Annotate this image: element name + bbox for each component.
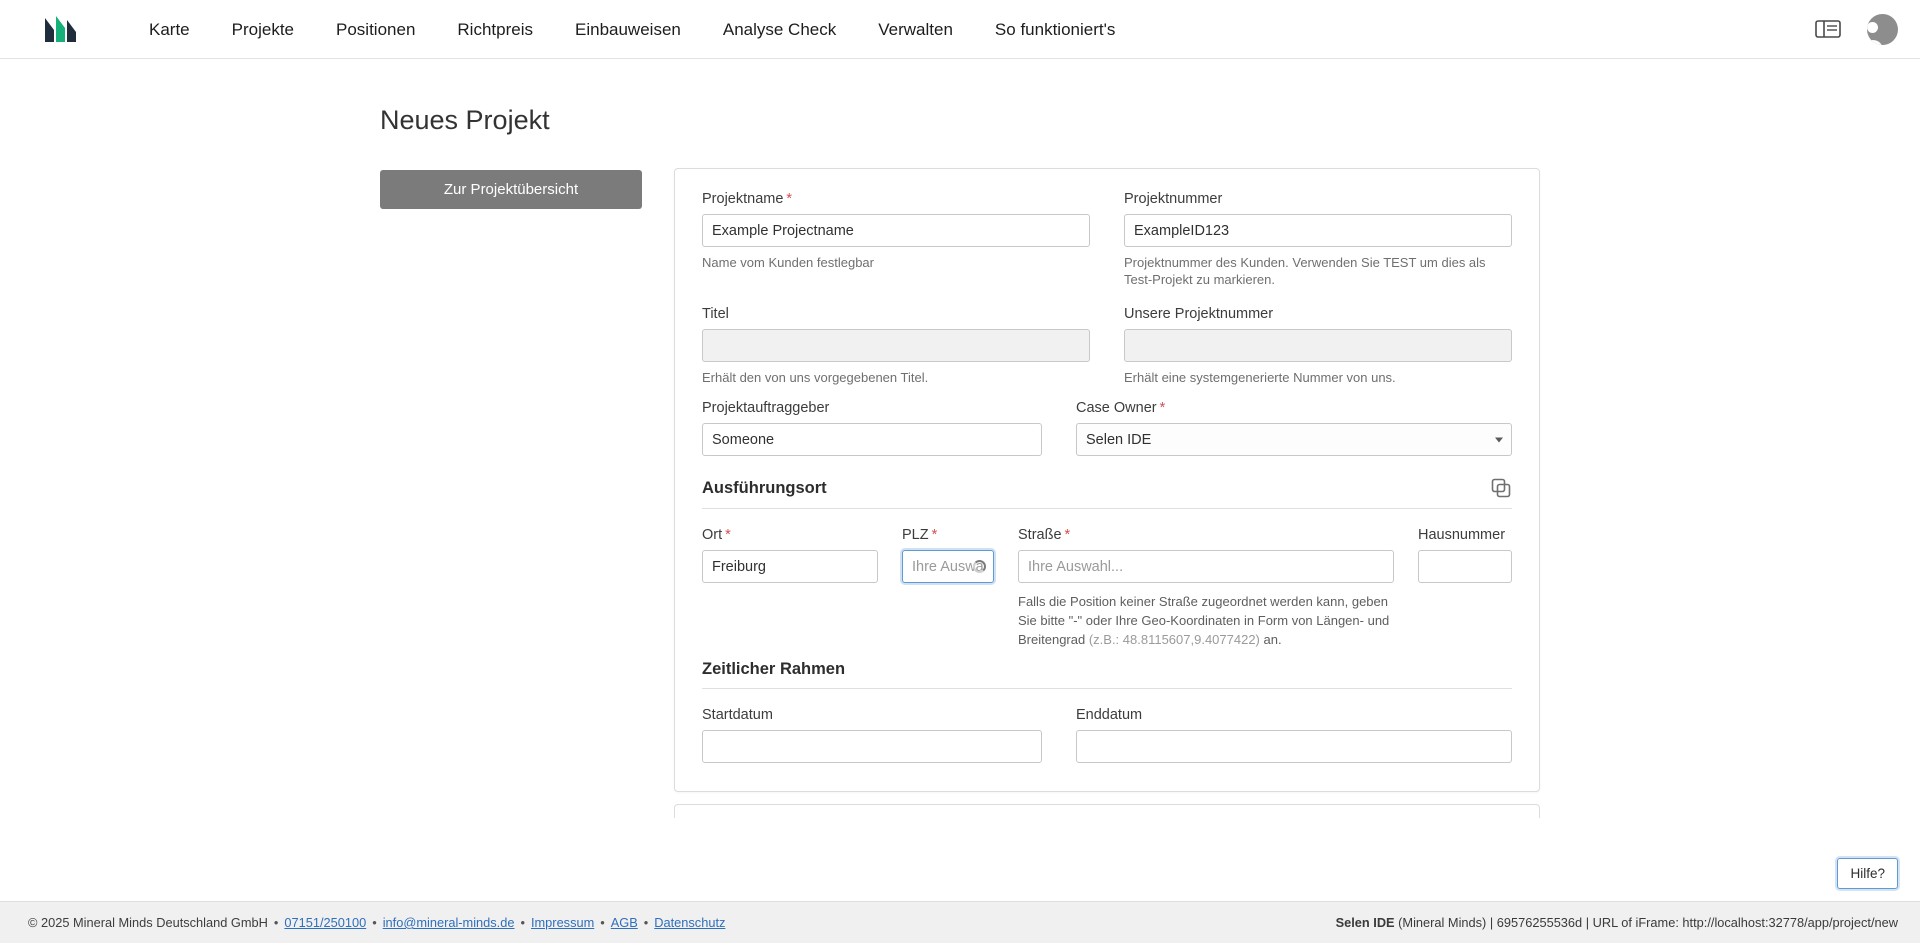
unsere-projektnummer-input[interactable] [1124,329,1512,362]
section-title-zeitlicher-rahmen: Zeitlicher Rahmen [702,660,846,678]
footer-datenschutz-link[interactable]: Datenschutz [654,915,726,930]
label-ort: Ort * [702,527,731,544]
footer-sep-5: • [643,915,649,930]
section-title-ausfuehrungsort: Ausführungsort [702,479,827,498]
new-project-form-card [674,168,1540,792]
label-unsere-projektnummer: Unsere Projektnummer [1124,306,1274,323]
label-plz: PLZ * [902,527,938,544]
required-marker: * [1064,527,1071,544]
nav-item-projekte[interactable]: Projekte [231,19,295,39]
brand-logo[interactable] [40,11,86,47]
project-overview-button[interactable]: Zur Projektübersicht [380,170,642,209]
nav-item-so-funktionierts[interactable]: So funktioniert's [994,19,1116,39]
page-body [0,59,1920,943]
field-titel [702,306,1090,386]
spinner-icon [973,560,986,573]
label-startdatum: Startdatum [702,707,773,723]
hint-unsere-projektnummer: Erhält eine systemgenerierte Nummer von uns. [1124,370,1396,386]
copy-icon[interactable] [1491,478,1512,499]
projektname-input[interactable] [702,214,1090,247]
row-address [702,527,1512,650]
case-owner-selected-value: Selen IDE [1086,431,1152,448]
top-navbar [0,0,1920,59]
next-card-stub-row [380,792,1540,818]
field-plz [902,527,994,583]
hint-strasse-example: (z.B.: 48.8115607,9.4077422) [1088,632,1260,648]
startdatum-input[interactable] [702,730,1042,763]
field-projektauftraggeber [702,400,1042,456]
label-projektnummer: Projektnummer [1124,191,1223,207]
footer-sep-4: • [600,915,605,930]
footer-status-user: Selen IDE [1335,915,1395,930]
field-unsere-projektnummer [1124,306,1512,386]
field-strasse [1018,527,1394,650]
nav-item-einbauweisen[interactable]: Einbauweisen [575,19,681,39]
row-dates [702,707,1512,763]
nav-item-richtpreis[interactable]: Richtpreis [457,19,533,39]
footer-status [1336,915,1898,930]
row-auftraggeber [702,400,1512,456]
strasse-input[interactable] [1018,550,1394,583]
label-projektauftraggeber: Projektauftraggeber [702,400,830,417]
section-header-zeitlicher-rahmen [702,660,1512,689]
stub-spacer [380,792,642,818]
next-card-stub [674,804,1540,818]
label-hausnummer: Hausnummer [1418,527,1506,544]
footer-email-link[interactable]: info@mineral-minds.de [382,915,515,930]
label-projektname: Projektname * [702,191,793,207]
field-case-owner [1076,400,1512,456]
field-startdatum [702,707,1042,763]
required-marker: * [931,527,938,544]
nav-item-positionen[interactable]: Positionen [336,19,416,39]
field-ort [702,527,878,583]
nav-right-actions [1811,12,1898,46]
row-project-names [702,191,1512,288]
section-header-ausfuehrungsort [702,478,1512,509]
label-titel: Titel [702,306,729,323]
label-case-owner: Case Owner * [1076,400,1166,417]
field-hausnummer [1418,527,1512,583]
enddatum-input[interactable] [1076,730,1512,763]
nav-item-karte[interactable]: Karte [149,19,190,39]
field-projektnummer [1124,191,1512,288]
footer-phone-link[interactable]: 07151/250100 [284,915,367,930]
nav-item-analyse-check[interactable]: Analyse Check [722,19,837,39]
hint-strasse-part1: Falls die Position keiner Straße zugeordnet werden kann, geben Sie bitte "-" oder Ihre Geo-Koordinaten in Form von Längen- und Breitengrad [1018,594,1390,648]
help-button[interactable]: Hilfe? [1837,858,1898,889]
left-column [380,168,642,209]
chevron-down-icon [1495,437,1503,442]
titel-input[interactable] [702,329,1090,362]
footer-sep-3: • [520,915,525,930]
nav-links [128,0,1136,59]
case-owner-select[interactable] [1076,423,1512,456]
footer-impressum-link[interactable]: Impressum [530,915,595,930]
required-marker: * [786,191,793,207]
layout-panel-icon[interactable] [1811,12,1845,46]
field-enddatum [1076,707,1512,763]
user-avatar-icon[interactable] [1867,14,1898,45]
footer-copyright: © 2025 Mineral Minds Deutschland GmbH [28,915,268,930]
ort-input[interactable] [702,550,878,583]
required-marker: * [725,527,731,544]
projektauftraggeber-input[interactable] [702,423,1042,456]
mineral-minds-logo-icon [43,14,83,44]
row-titel [702,306,1512,386]
footer-bar [0,901,1920,943]
hausnummer-input[interactable] [1418,550,1512,583]
label-strasse: Straße * [1018,527,1071,544]
footer-sep-2: • [372,915,377,930]
footer-sep-1: • [273,915,279,930]
plz-input-wrap [902,550,994,583]
hint-strasse-part2: an. [1259,632,1282,648]
field-projektname [702,191,1090,288]
hint-strasse [1018,593,1394,650]
hint-projektnummer: Projektnummer des Kunden. Verwenden Sie TEST um dies als Test-Projekt zu markieren. [1124,255,1486,288]
projektnummer-input[interactable] [1124,214,1512,247]
footer-agb-link[interactable]: AGB [610,915,638,930]
hint-titel: Erhält den von uns vorgegebenen Titel. [702,370,929,386]
hint-projektname: Name vom Kunden festlegbar [702,255,874,270]
main-columns [380,168,1540,792]
nav-item-verwalten[interactable]: Verwalten [878,19,953,39]
required-marker: * [1159,400,1166,417]
label-enddatum: Enddatum [1076,707,1143,723]
footer-status-rest: (Mineral Minds) | 69576255536d | URL of iFrame: http://localhost:32778/app/project/new [1394,915,1898,930]
page-title: Neues Projekt [380,105,550,135]
content-wrapper [380,59,1540,818]
